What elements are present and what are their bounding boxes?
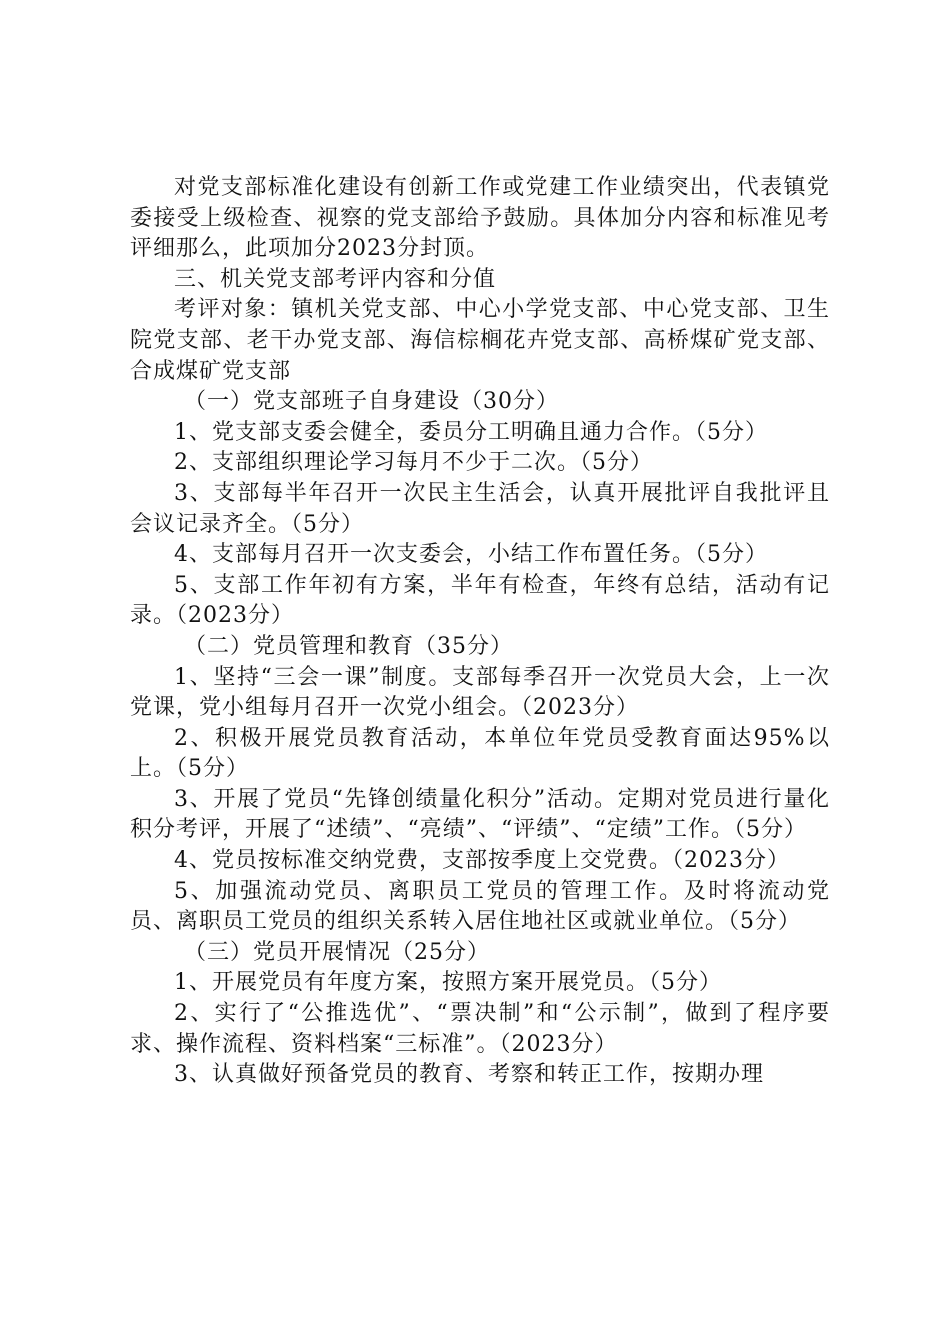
document-body (130, 173, 830, 1091)
paragraph-bonus-points: 对党支部标准化建设有创新工作或党建工作业绩突出，代表镇党委接受上级检查、视察的党支部给予鼓励。具体加分内容和标准见考评细那么，此项加分2023分封顶。 (130, 175, 830, 262)
section-heading-three: 三、机关党支部考评内容和分值 (174, 266, 497, 292)
list-item: 4、支部每月召开一次支委会，小结工作布置任务。（5分） (174, 542, 768, 568)
subsection-heading-two: （二）党员管理和教育（35分） (184, 633, 513, 659)
subsection-heading-three: （三）党员开展情况（25分） (184, 939, 490, 965)
list-item: 1、开展党员有年度方案，按照方案开展党员。（5分） (174, 970, 722, 996)
list-item: 5、支部工作年初有方案，半年有检查，年终有总结，活动有记录。（2023分） (130, 572, 830, 629)
list-item: 1、党支部支委会健全，委员分工明确且通力合作。（5分） (174, 419, 768, 445)
list-item: 4、党员按标准交纳党费，支部按季度上交党费。（2023分） (174, 848, 790, 874)
list-item: 3、开展了党员“先锋创绩量化积分”活动。定期对党员进行量化积分考评，开展了“述绩”、“亮绩”、“评绩”、“定绩”工作。（5分） (130, 786, 830, 843)
list-item: 3、支部每半年召开一次民主生活会，认真开展批评自我批评且会议记录齐全。（5分） (130, 480, 830, 537)
list-item: 2、积极开展党员教育活动，本单位年党员受教育面达95%以上。（5分） (130, 725, 830, 782)
list-item: 5、加强流动党员、离职员工党员的管理工作。及时将流动党员、离职员工党员的组织关系转入居住地社区或就业单位。（5分） (130, 878, 830, 935)
list-item: 2、实行了“公推选优”、“票决制”和“公示制”，做到了程序要求、操作流程、资料档案“三标准”。（2023分） (130, 1001, 830, 1057)
list-item: 2、支部组织理论学习每月不少于二次。（5分） (174, 450, 653, 476)
subsection-heading-one: （一）党支部班子自身建设（30分） (184, 389, 559, 415)
list-item: 1、坚持“三会一课”制度。支部每季召开一次党员大会，上一次党课，党小组每月召开一次党小组会。（2023分） (130, 664, 830, 721)
list-item: 3、认真做好预备党员的教育、考察和转正工作，按期办理 (174, 1062, 764, 1088)
paragraph-evaluation-targets: 考评对象：镇机关党支部、中心小学党支部、中心党支部、卫生院党支部、老干办党支部、海信棕榈花卉党支部、高桥煤矿党支部、合成煤矿党支部 (130, 297, 830, 384)
